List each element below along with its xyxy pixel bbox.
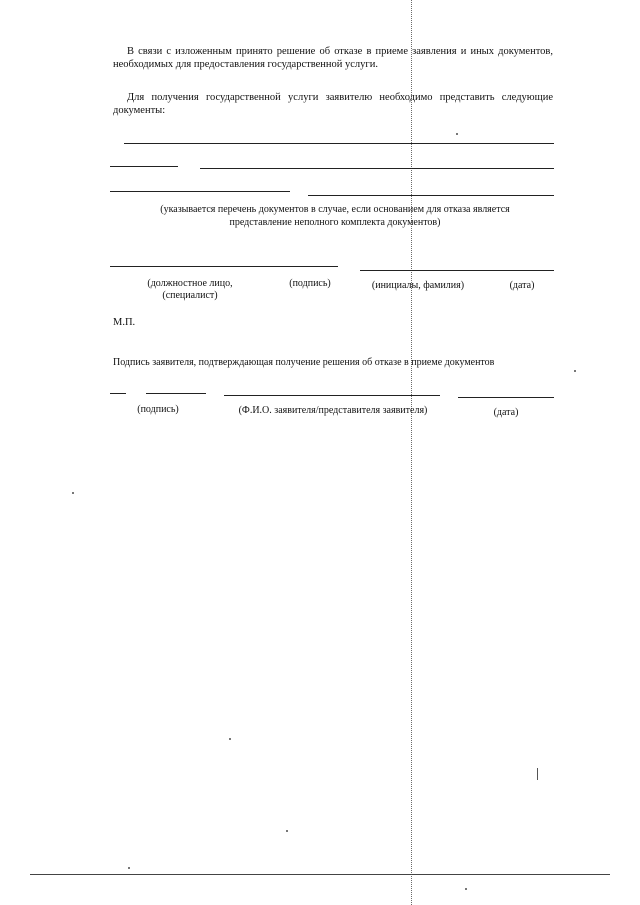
applicant-name-line [224,395,440,396]
scan-speck [72,492,74,494]
official-signature-caption: (подпись) [289,278,331,289]
documents-line-3b [308,195,554,196]
applicant-signature-heading: Подпись заявителя, подтверждающая получение решения об отказе в приеме документов [113,357,495,368]
official-date-caption: (дата) [509,280,535,291]
page-bottom-edge [30,874,610,875]
scan-speck [128,867,130,869]
applicant-signature-line [146,393,206,394]
applicant-date-line [458,397,554,398]
applicant-name-caption: (Ф.И.О. заявителя/представителя заявителя) [238,405,428,416]
scan-speck [574,370,576,372]
refusal-paragraph: В связи с изложенным принято решение об отказе в приеме заявления и иных документов, необходимых для предоставления государственной услуги. [113,46,553,70]
scan-speck [286,830,288,832]
scan-speck [229,738,231,740]
scan-fold-line [411,0,412,905]
documents-line-3a [110,191,290,192]
scan-mark [537,768,538,780]
applicant-date-caption: (дата) [493,407,519,418]
documents-line-2a [110,166,178,167]
official-initials-line [360,270,554,271]
scan-speck [465,888,467,890]
official-initials-caption: (инициалы, фамилия) [371,280,465,291]
documents-line-2b [200,168,554,169]
documents-line-1 [124,143,554,144]
official-position-caption: (должностное лицо, (специалист) [147,278,233,301]
applicant-line-0 [110,393,126,394]
applicant-signature-caption: (подпись) [137,404,179,415]
required-documents-paragraph: Для получения государственной услуги заявителю необходимо представить следующие документы: [113,92,553,116]
documents-caption: (указывается перечень документов в случае, если основанием для отказа является представление неполного комплекта документов) [160,204,510,228]
stamp-label: М.П. [113,317,136,328]
scan-speck [456,133,458,135]
official-position-line [110,266,338,267]
